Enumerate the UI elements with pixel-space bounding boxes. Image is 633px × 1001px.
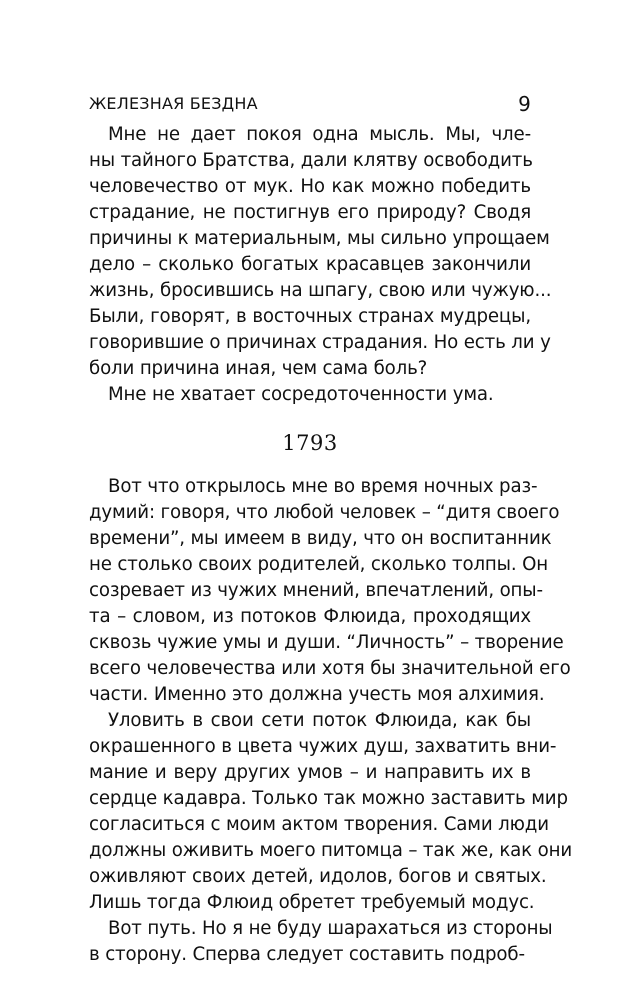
text-line: Мне не дает покоя одна мысль. Мы, чле-	[108, 124, 531, 145]
paragraph	[89, 916, 553, 968]
text-line: говорившие о причинах страдания. Но есть ли у	[89, 332, 551, 353]
paragraph	[89, 382, 531, 408]
text-line: согласиться с моим актом творения. Сами люди	[89, 814, 549, 835]
text-line: в сторону. Сперва следует составить подроб-	[89, 944, 525, 965]
page-number: 9	[518, 92, 531, 116]
text-line: сердце кадавра. Только так можно заставить мир	[89, 788, 568, 809]
text-line: Были, говорят, в восточных странах мудрецы,	[89, 306, 531, 327]
paragraphs-before-heading	[89, 122, 552, 408]
text-line: времени”, мы имеем в виду, что он воспитанник	[89, 528, 552, 549]
text-line: должны оживить моего питомца – так же, как они	[89, 840, 573, 861]
body-text	[89, 122, 573, 968]
text-line: созревает из чужих мнений, впечатлений, опы-	[89, 580, 543, 601]
text-line: оживляют своих детей, идолов, богов и святых.	[89, 866, 547, 887]
section-heading: 1793	[282, 431, 338, 455]
paragraph	[89, 122, 552, 382]
text-line: всего человечества или хотя бы значительной его	[89, 658, 571, 679]
text-line: боли причина иная, чем сама боль?	[89, 358, 428, 379]
text-line: окрашенного в цвета чужих душ, захватить вни-	[89, 736, 557, 757]
text-line: Лишь тогда Флюид обретет требуемый модус.	[89, 892, 535, 913]
text-line: мание и веру других умов – и направить их в	[89, 762, 531, 783]
text-line: ны тайного Братства, дали клятву освободить	[89, 150, 533, 171]
text-line: Вот путь. Но я не буду шарахаться из стороны	[108, 918, 553, 939]
paragraph	[89, 708, 573, 916]
book-title: ЖЕЛЕЗНАЯ БЕЗДНА	[89, 94, 258, 113]
text-line: Вот что открылось мне во время ночных раз-	[108, 476, 538, 497]
text-line: части. Именно это должна учесть моя алхимия.	[89, 684, 545, 705]
text-line: Уловить в свои сети поток Флюида, как бы	[108, 710, 531, 731]
text-line: та – словом, из потоков Флюида, проходящих	[89, 606, 531, 627]
text-line: сквозь чужие умы и души. “Личность” – творение	[89, 632, 564, 653]
text-line: человечество от мук. Но как можно победить	[89, 176, 531, 197]
text-line: причины к материальным, мы сильно упрощаем	[89, 228, 550, 249]
text-line: не столько своих родителей, сколько толпы. Он	[89, 554, 549, 575]
text-line: дело – сколько богатых красавцев закончили	[89, 254, 531, 275]
text-line: Мне не хватает сосредоточенности ума.	[108, 384, 494, 405]
paragraph	[89, 474, 571, 708]
running-header	[89, 94, 531, 116]
text-line: думий: говоря, что любой человек – “дитя своего	[89, 502, 560, 523]
paragraphs-after-heading	[89, 474, 573, 968]
text-line: страдание, не постигнув его природу? Сводя	[89, 202, 531, 223]
text-line: жизнь, бросившись на шпагу, свою или чужую...	[89, 280, 552, 301]
